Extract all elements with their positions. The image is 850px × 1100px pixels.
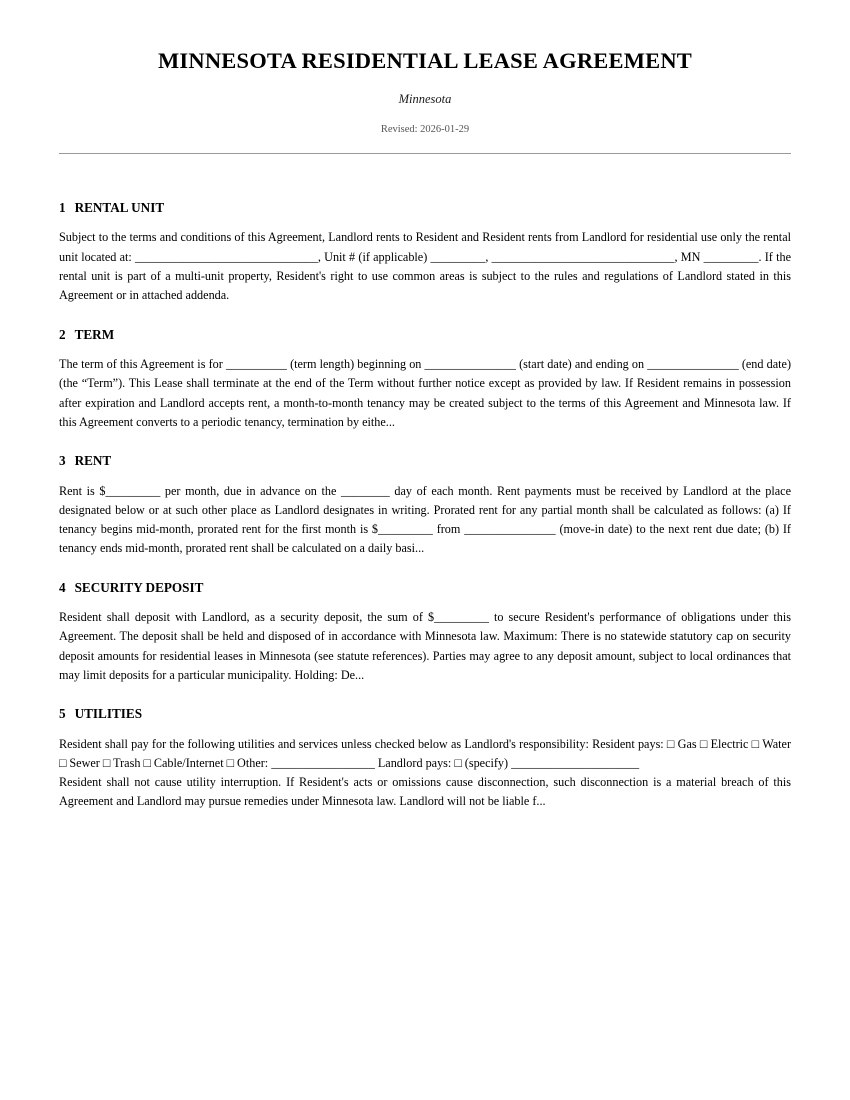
section-number: 3 <box>59 453 66 469</box>
section-number: 2 <box>59 326 66 342</box>
section-title: RENTAL UNIT <box>74 200 165 215</box>
document-subtitle: Minnesota <box>398 92 452 106</box>
section-heading <box>59 179 791 217</box>
section-title: UTILITIES <box>74 706 143 722</box>
section-heading <box>59 306 791 344</box>
revised-date: Revised: 2026-01-29 <box>380 124 470 135</box>
section-body-utilities-continued: Resident shall not cause utility interruption. If Resident's acts or omissions cause disconnection, such disconnection is a material breach of this Agreement and Landlord may pursue remedies under Minnesota law. Landlord will not be liable f... <box>59 775 791 809</box>
section-title: TERM <box>74 326 115 342</box>
section-security-deposit <box>59 559 791 686</box>
section-rental-unit <box>59 179 791 306</box>
section-number: 5 <box>59 706 66 722</box>
section-heading <box>59 432 791 470</box>
section-heading <box>59 685 791 723</box>
section-term <box>59 306 791 433</box>
section-number: 4 <box>59 579 66 595</box>
section-utilities <box>59 685 791 812</box>
document-sections <box>59 162 791 812</box>
section-body: Resident shall deposit with Landlord, as a security deposit, the sum of $_________ to secure Resident's performance of obligations under this Agreement. The deposit shall be held and disposed of in accordance with Minnesota law. Maximum: There is no statewide statutory cap on security deposit amounts for residential leases in Minnesota (see statute references). Parties may agree to any deposit amount, subject to local ordinances that may limit deposits for a particular municipality. Holding: De... <box>59 610 791 682</box>
section-body: Subject to the terms and conditions of this Agreement, Landlord rents to Resident and Resident rents from Landlord for residential use only the rental unit located at: ______________________________, Unit # (if applicable) _________, ______________________________, MN _________. If the rental unit is part of a multi-unit property, Resident's right to use common areas is subject to the rules and regulations of Landlord stated in this Agreement or in attached addenda. <box>59 230 791 303</box>
header-divider <box>59 153 791 154</box>
section-body-utilities-checkboxes: Resident shall pay for the following utilities and services unless checked below as Landlord's responsibility: Resident pays: □ Gas □ Electric □ Water □ Sewer □ Trash □ Cable/Internet □ Other: _________________ Landlord pays: □ (specify) _____________________ <box>59 736 791 770</box>
section-title: SECURITY DEPOSIT <box>74 579 204 595</box>
section-body: Rent is $_________ per month, due in advance on the ________ day of each month. Rent payments must be received by Landlord at the place designated below or at such other place as Landlord designates in writing. Prorated rent for any partial month shall be calculated as follows: (a) If tenancy begins mid-month, prorated rent for the first month is $_________ from _______________ (move-in date) to the next rent due date; (b) If tenancy ends mid-month, prorated rent shall be calculated on a daily basi... <box>59 483 791 556</box>
section-rent <box>59 432 791 559</box>
page-title: MINNESOTA RESIDENTIAL LEASE AGREEMENT <box>158 48 692 73</box>
section-heading <box>59 559 791 597</box>
section-body: The term of this Agreement is for __________ (term length) beginning on _______________ (start date) and ending on _______________ (end date) (the “Term”). This Lease shall terminate at the end of the Term without further notice except as provided by law. If Resident remains in possession after expiration and Landlord accepts rent, a month-to-month tenancy may be created subject to the terms of this Agreement and Minnesota law. If this Agreement converts to a periodic tenancy, termination by eithe... <box>59 357 791 429</box>
section-title: RENT <box>74 453 112 469</box>
document-header <box>59 0 791 154</box>
section-number: 1 <box>59 200 66 215</box>
